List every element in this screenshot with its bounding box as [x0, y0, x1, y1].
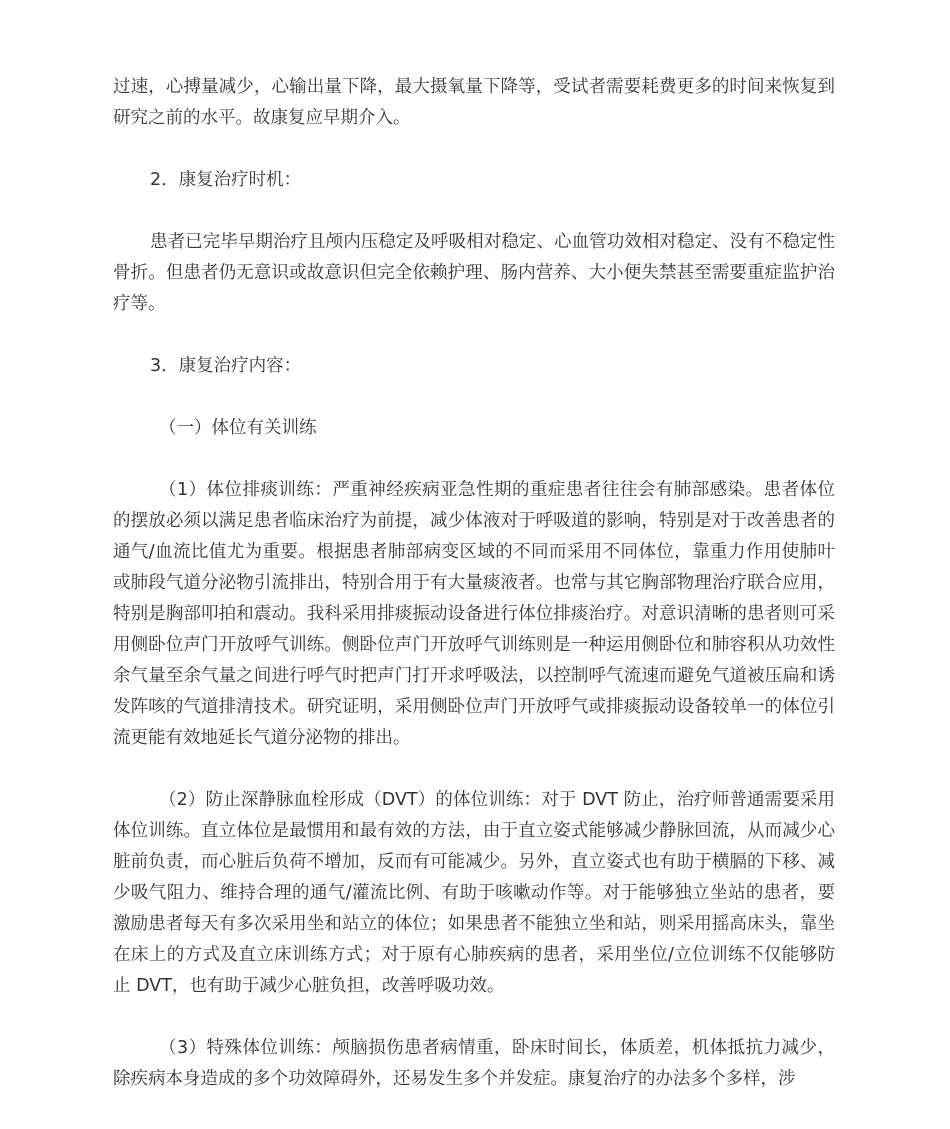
heading-treatment-content: 3．康复治疗内容：: [150, 356, 302, 376]
document-page: [113, 72, 835, 1095]
subheading-position-training: （一）体位有关训练: [159, 418, 317, 438]
heading-treatment-timing: 2．康复治疗时机：: [150, 170, 302, 190]
paragraph-special-position: （3）特殊体位训练：颅脑损伤患者病情重，卧床时间长，体质差，机体抵抗力减少，除疾病本身造成的多个功效障碍外，还易发生多个并发症。康复治疗的办法多个多样，涉: [113, 1038, 835, 1089]
paragraph-continuation: 过速，心搏量减少，心输出量下降，最大摄氧量下降等，受试者需要耗费更多的时间来恢复到研究之前的水平。故康复应早期介入。: [113, 77, 835, 128]
paragraph-dvt-prevention: （2）防止深静脉血栓形成（DVT）的体位训练：对于 DVT 防止，治疗师普通需要采用体位训练。直立体位是最惯用和最有效的方法，由于直立姿式能够减少静脉回流，从而减少心脏前负责，而心脏后负荷不增加，反而有可能减少。另外，直立姿式也有助于横膈的下移、减少吸气阻力、维持合理的通气/灌流比例、有助于咳嗽动作等。对于能够独立坐站的患者，要激励患者每天有多次采用坐和站立的体位；如果患者不能独立坐和站，则采用摇高床头，靠坐在床上的方式及直立床训练方式；对于原有心肺疾病的患者，采用坐位/立位训练不仅能够防止 DVT，也有助于减少心脏负担，改善呼吸功效。: [113, 790, 835, 996]
paragraph-sputum-drainage: （1）体位排痰训练：严重神经疾病亚急性期的重症患者往往会有肺部感染。患者体位的摆放必须以满足患者临床治疗为前提，减少体液对于呼吸道的影响，特别是对于改善患者的通气/血流比值尤为重要。根据患者肺部病变区域的不同而采用不同体位，靠重力作用使肺叶或肺段气道分泌物引流排出，特别合用于有大量痰液者。也常与其它胸部物理治疗联合应用，特别是胸部叩拍和震动。我科采用排痰振动设备进行体位排痰治疗。对意识清晰的患者则可采用侧卧位声门开放呼气训练。侧卧位声门开放呼气训练则是一种运用侧卧位和肺容积从功效性余气量至余气量之间进行呼气时把声门打开求呼吸法，以控制呼气流速而避免气道被压扁和诱发阵咳的气道排清技术。研究证明，采用侧卧位声门开放呼气或排痰振动设备较单一的体位引流更能有效地延长气道分泌物的排出。: [113, 480, 835, 748]
paragraph-treatment-timing: 患者已完毕早期治疗且颅内压稳定及呼吸相对稳定、心血管功效相对稳定、没有不稳定性骨折。但患者仍无意识或故意识但完全依赖护理、肠内营养、大小便失禁甚至需要重症监护治疗等。: [113, 232, 835, 314]
